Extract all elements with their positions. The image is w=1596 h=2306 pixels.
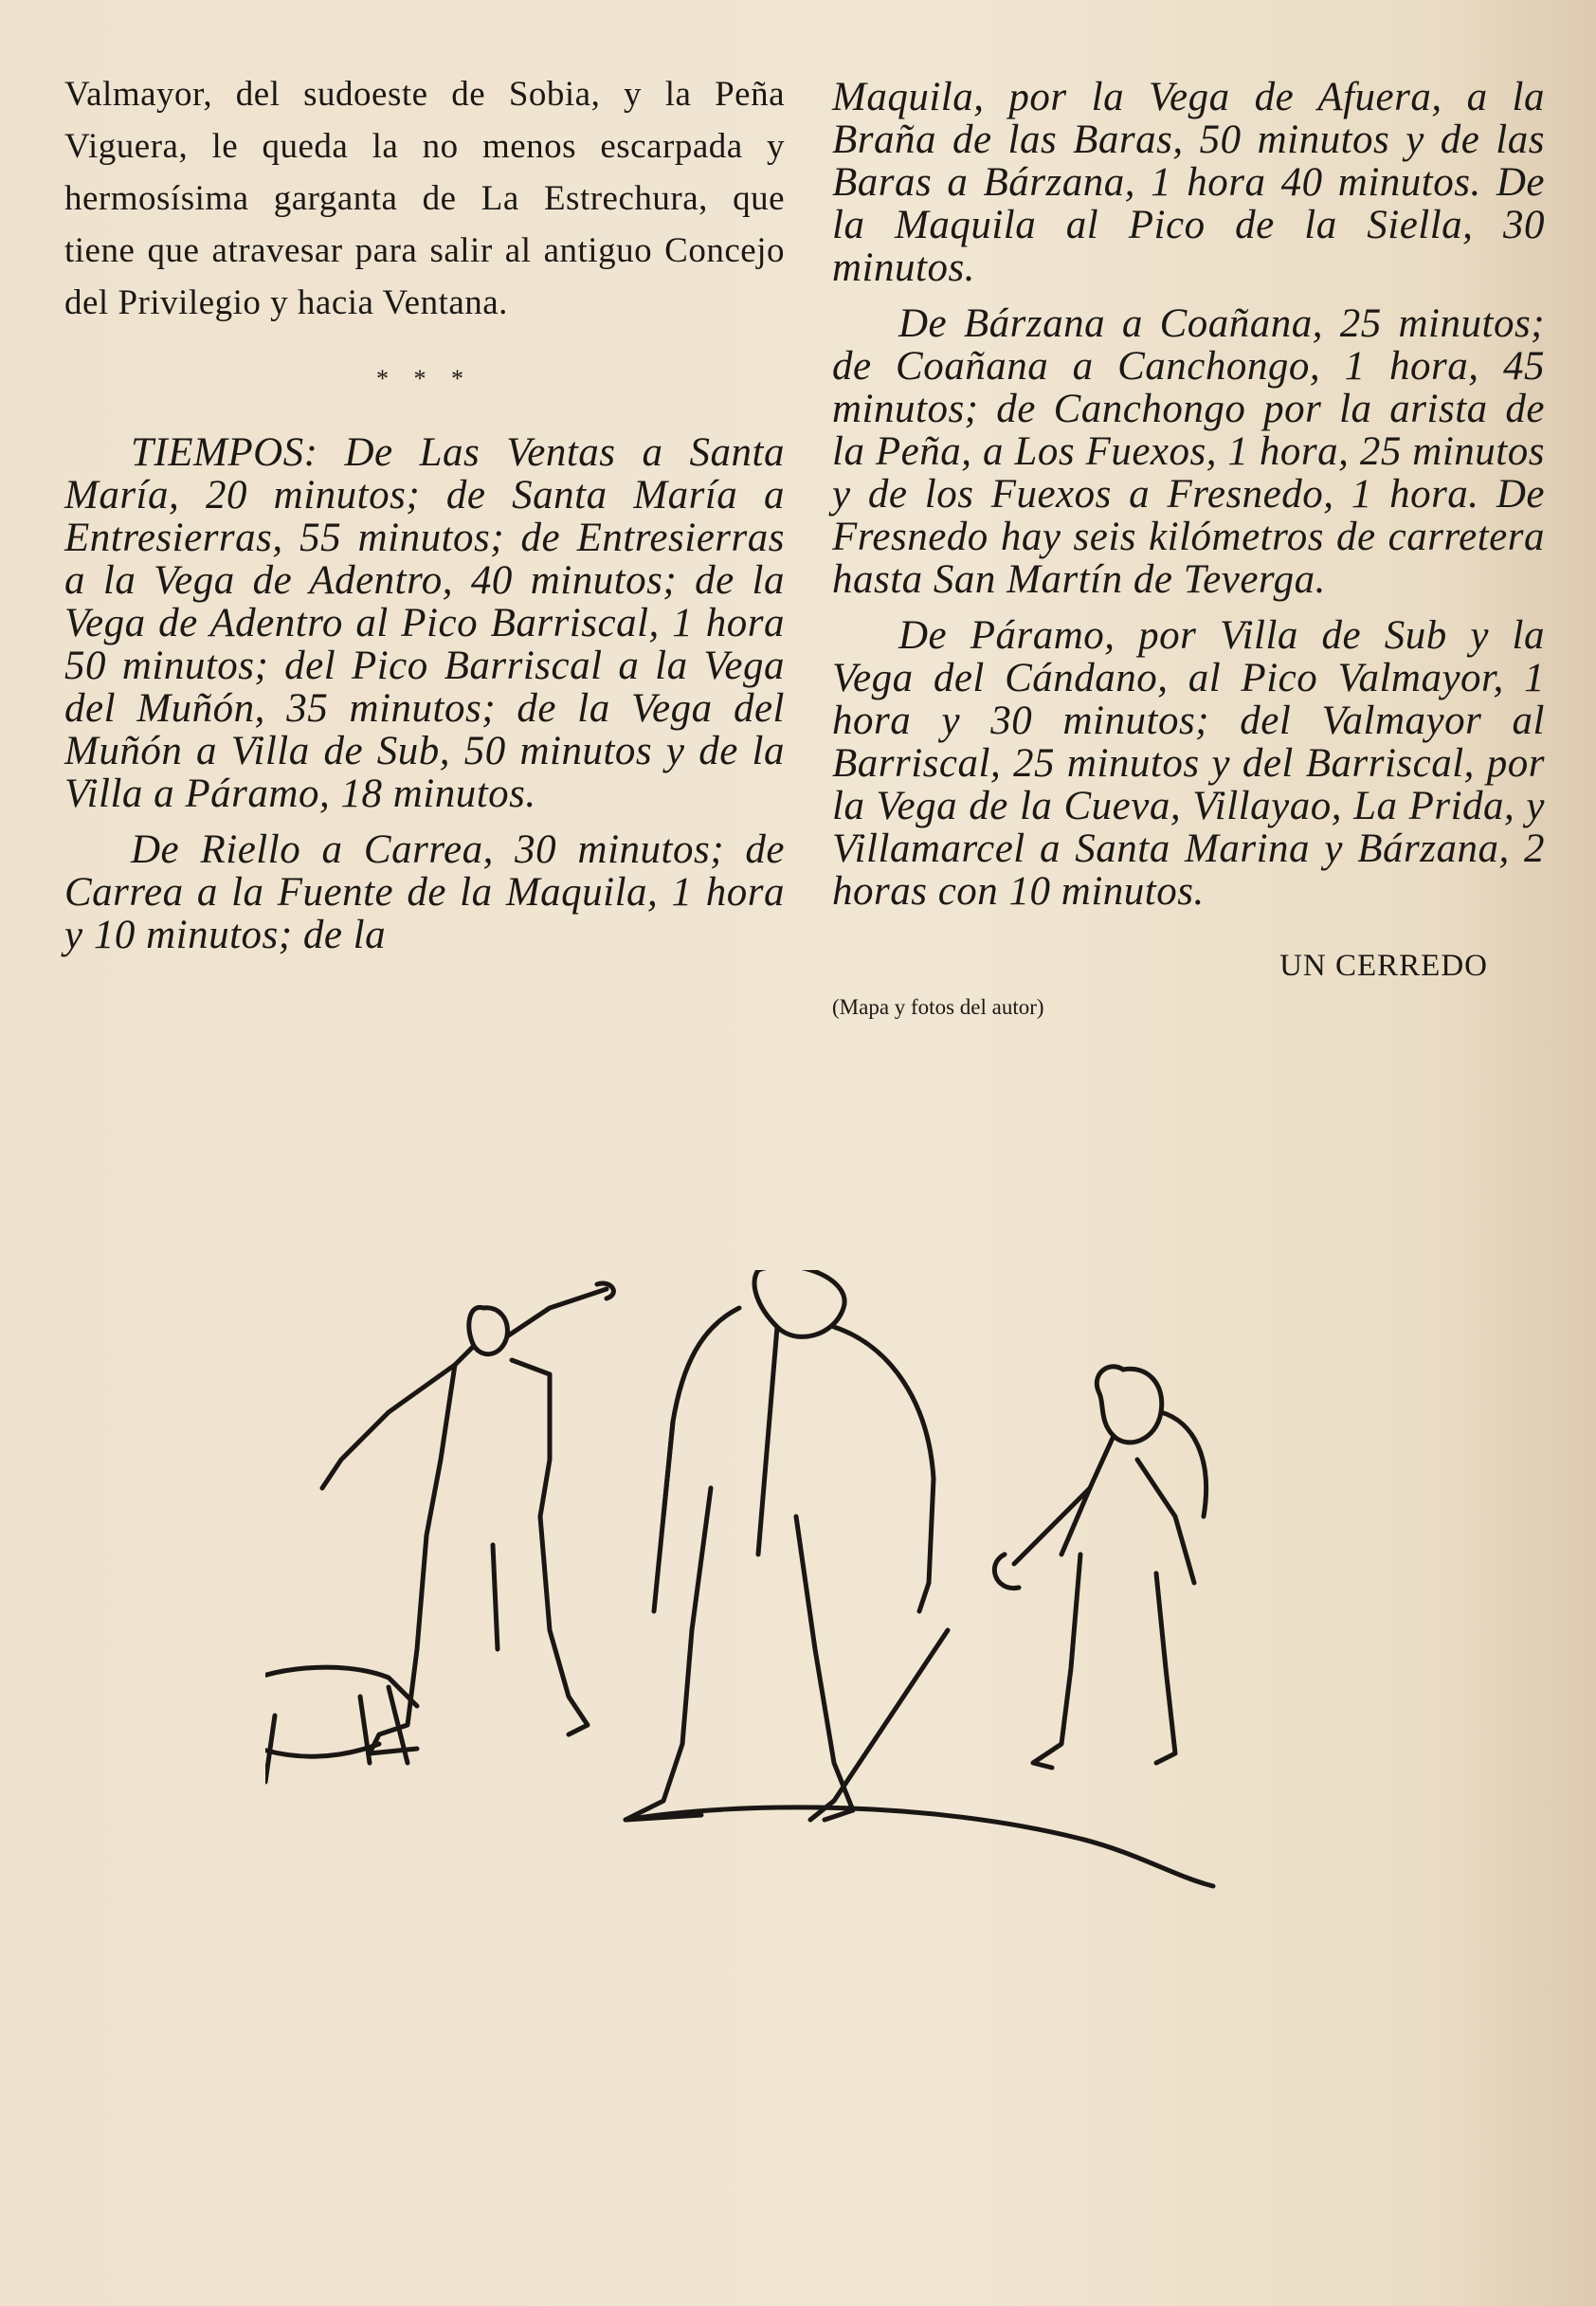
right-column [832,76,1545,1020]
paramo-paragraph: De Páramo, por Villa de Sub y la Vega del Cándano, al Pico Valmayor, 1 hora y 30 minutos; del Valmayor al Barriscal, 25 minutos y del Barriscal, por la Vega de la Cueva, Villayao, La Prida, y Villamarcel a Santa Marina y Bárzana, 2 horas con 10 minutos. [832,613,1545,914]
times-paragraph: TIEMPOS: De Las Ventas a Santa María, 20 minutos; de Santa María a Entresierras, 55 minutos; de Entresierras a la Vega de Adentro, 40 minutos; de la Vega de Adentro al Pico Barriscal, 1 hora 50 minutos; del Pico Barriscal a la Vega del Muñón, 35 minutos; de la Vega del Muñón a Villa de Sub, 50 minutos y de la Villa a Páramo, 18 minutos. [64,430,785,816]
dog-figure [265,1667,417,1801]
left-hiker-figure [322,1283,613,1753]
barzana-paragraph: De Bárzana a Coañana, 25 minutos; de Coañana a Canchongo, 1 hora, 45 minutos; de Canchongo por la arista de la Peña, a Los Fuexos, 1 hora, 25 minutos y de los Fuexos a Fresnedo, 1 hora. De Fresnedo hay seis kilómetros de carretera hasta San Martín de Teverga. [832,301,1545,602]
right-hiker-figure [994,1367,1206,1768]
section-separator: * * * [376,365,473,392]
photo-credit: (Mapa y fotos del autor) [832,995,1044,1019]
times-section [64,431,785,956]
hikers-sketch-illustration [265,1270,1327,2142]
maquila-paragraph: Maquila, por la Vega de Afuera, a la Braña de las Baras, 50 minutos y de las Baras a Bárzana, 1 hora 40 minutos. De la Maquila al Pico de la Siella, 30 minutos. [832,75,1545,290]
author-signature: UN CERREDO [1279,949,1488,983]
left-column [64,68,785,956]
riello-paragraph: De Riello a Carrea, 30 minutos; de Carrea a la Fuente de la Maquila, 1 hora y 10 minutos; de la [64,827,785,957]
intro-paragraph: Valmayor, del sudoeste de Sobia, y la Peña Viguera, le queda la no menos escarpada y hermosísima garganta de La Estrechura, que tiene que atravesar para salir al antiguo Concejo del Privilegio y hacia Ventana. [64,75,785,322]
routes-section [832,76,1545,913]
intro-paragraph-block [64,68,785,329]
sketch-drawing [265,1270,1327,2142]
ground-line [626,1807,1213,1886]
middle-hiker-figure [626,1270,948,1820]
